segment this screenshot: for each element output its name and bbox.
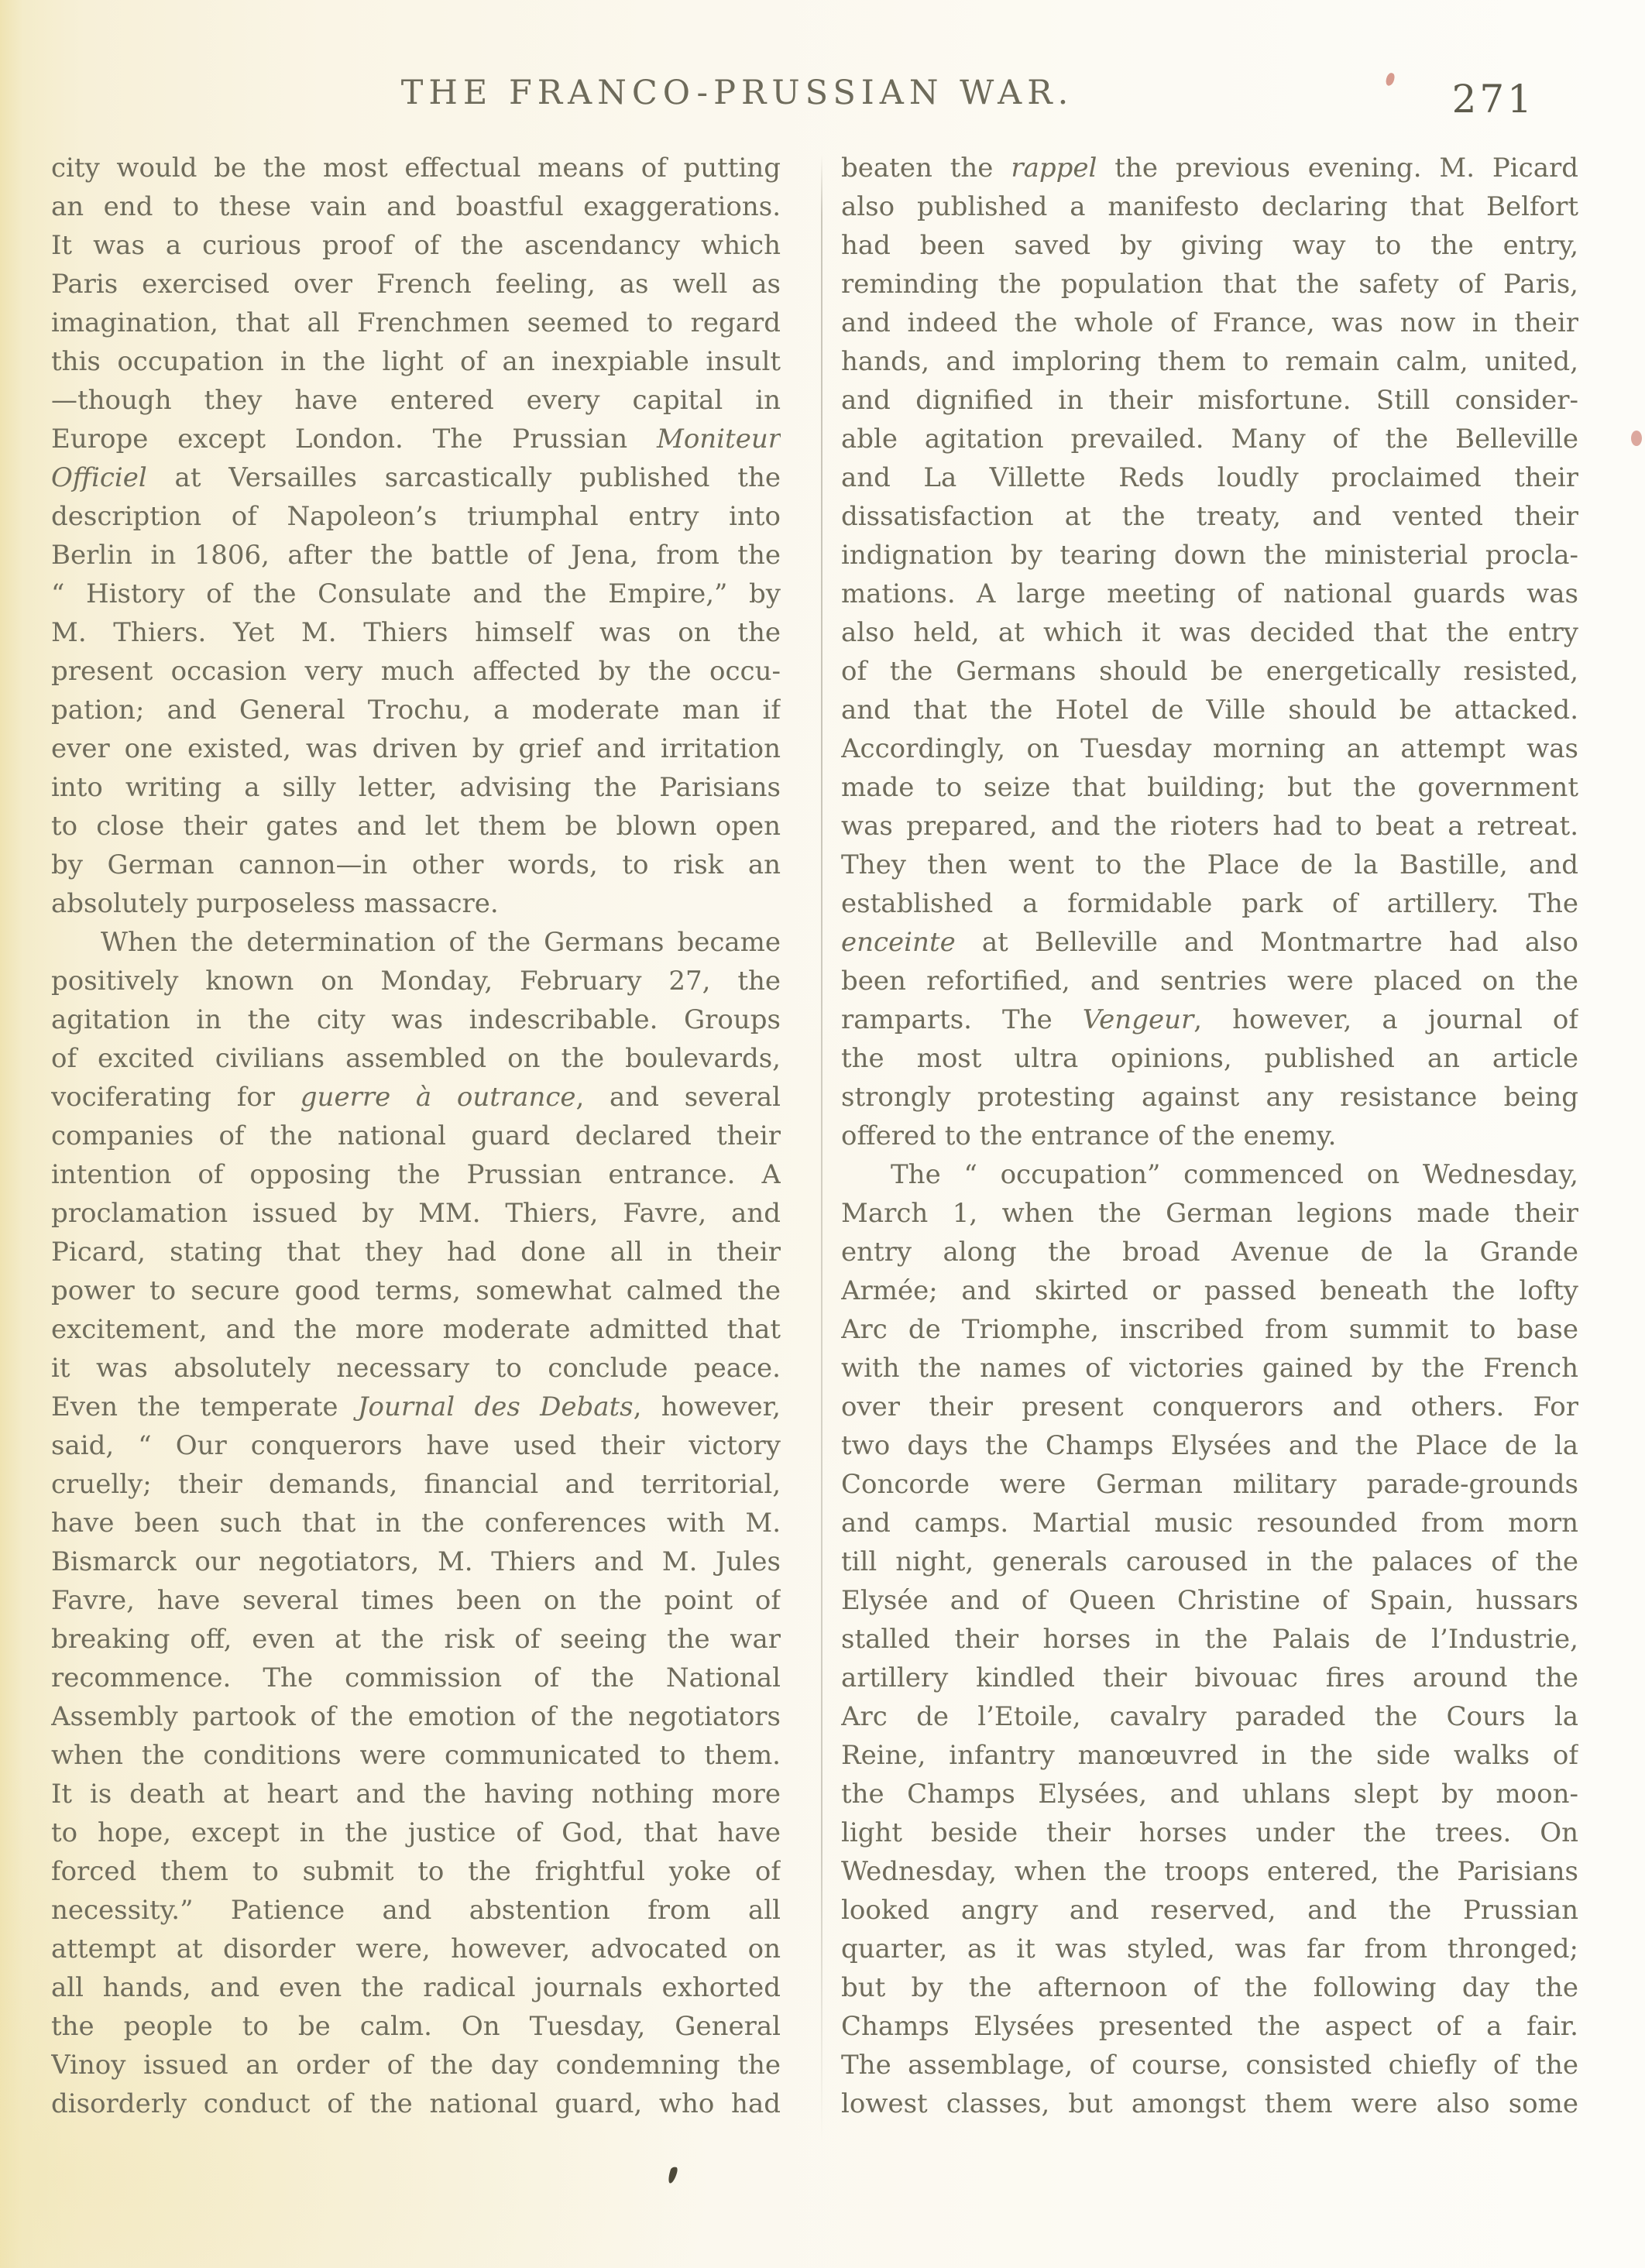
text-line: When the determination of the Germans became	[101, 927, 781, 958]
text-line: dissatisfaction at the treaty, and vented their	[841, 501, 1578, 532]
text-line: Arc de l’Etoile, cavalry paraded the Cours la	[841, 1701, 1578, 1732]
text-line: vociferating for guerre à outrance, and several	[51, 1082, 781, 1113]
text-line: agitation in the city was indescribable. Groups	[51, 1004, 781, 1035]
text-line: enceinte at Belleville and Montmartre had also	[841, 927, 1578, 958]
text-line: excitement, and the more moderate admitted that	[51, 1314, 781, 1345]
text-line: established a formidable park of artillery. The	[841, 888, 1578, 919]
text-line: necessity.” Patience and abstention from all	[51, 1895, 781, 1926]
ink-mark-bottom	[667, 2166, 678, 2184]
page-number: 271	[1451, 77, 1535, 122]
text-line: strongly protesting against any resistance being	[841, 1082, 1578, 1113]
text-line: beaten the rappel the previous evening. M. Picard	[841, 153, 1578, 184]
text-line: light beside their horses under the trees. On	[841, 1817, 1578, 1848]
text-line: Berlin in 1806, after the battle of Jena, from the	[51, 540, 781, 571]
page-title: THE FRANCO-PRUSSIAN WAR.	[400, 74, 1074, 112]
text-line: looked angry and reserved, and the Prussian	[841, 1895, 1578, 1926]
text-line: ever one existed, was driven by grief and irritation	[51, 733, 781, 764]
text-line: city would be the most effectual means of putting	[51, 153, 781, 184]
text-line: when the conditions were communicated to them.	[51, 1740, 781, 1771]
text-line: M. Thiers. Yet M. Thiers himself was on the	[51, 617, 781, 648]
text-line: quarter, as it was styled, was far from thronged;	[841, 1933, 1578, 1964]
text-line: Champs Elysées presented the aspect of a fair.	[841, 2011, 1578, 2042]
text-line: the people to be calm. On Tuesday, General	[51, 2011, 781, 2042]
text-line: and indeed the whole of France, was now in their	[841, 307, 1578, 338]
text-line: Concorde were German military parade-grounds	[841, 1469, 1578, 1500]
text-line: and La Villette Reds loudly proclaimed their	[841, 462, 1578, 493]
text-line: Bismarck our negotiators, M. Thiers and M. Jules	[51, 1546, 781, 1577]
italic-text: rappel	[1011, 153, 1097, 184]
text-line: and dignified in their misfortune. Still consider-	[841, 385, 1578, 416]
italic-text: Journal des Debats	[357, 1391, 634, 1422]
text-line: by German cannon—in other words, to risk an	[51, 849, 781, 880]
text-line: into writing a silly letter, advising the Parisians	[51, 772, 781, 803]
text-line: Even the temperate Journal des Debats, however,	[51, 1391, 781, 1422]
text-line: reminding the population that the safety of Paris,	[841, 269, 1578, 300]
text-line: an end to these vain and boastful exaggerations.	[51, 191, 781, 222]
text-line: able agitation prevailed. Many of the Belleville	[841, 424, 1578, 455]
text-line: present occasion very much affected by the occu-	[51, 656, 781, 687]
right-column	[841, 149, 1578, 2123]
text-line: disorderly conduct of the national guard, who had	[51, 2088, 781, 2119]
text-line: to close their gates and let them be blown open	[51, 811, 781, 842]
text-line: Armée; and skirted or passed beneath the lofty	[841, 1275, 1578, 1306]
text-line: the Champs Elysées, and uhlans slept by moon-	[841, 1779, 1578, 1810]
text-line: and camps. Martial music resounded from morn	[841, 1508, 1578, 1539]
text-line: till night, generals caroused in the palaces of the	[841, 1546, 1578, 1577]
text-line: indignation by tearing down the ministerial procla-	[841, 540, 1578, 571]
text-line: two days the Champs Elysées and the Place de la	[841, 1430, 1578, 1461]
left-column	[51, 149, 781, 2123]
text-line: but by the afternoon of the following day the	[841, 1972, 1578, 2003]
text-line: Picard, stating that they had done all in their	[51, 1237, 781, 1268]
text-line: over their present conquerors and others. For	[841, 1391, 1578, 1422]
text-line: Paris exercised over French feeling, as well as	[51, 269, 781, 300]
text-line: description of Napoleon’s triumphal entry into	[51, 501, 781, 532]
text-line: It was a curious proof of the ascendancy which	[51, 230, 781, 261]
text-line: imagination, that all Frenchmen seemed to regard	[51, 307, 781, 338]
text-line: breaking off, even at the risk of seeing the war	[51, 1624, 781, 1655]
text-line: Assembly partook of the emotion of the negotiators	[51, 1701, 781, 1732]
text-line: had been saved by giving way to the entry,	[841, 230, 1578, 261]
text-line: said, “ Our conquerors have used their victory	[51, 1430, 781, 1461]
text-line: this occupation in the light of an inexpiable insult	[51, 346, 781, 377]
text-line: with the names of victories gained by the French	[841, 1353, 1578, 1384]
text-line: also held, at which it was decided that the entry	[841, 617, 1578, 648]
text-line: was prepared, and the rioters had to beat a retreat.	[841, 811, 1578, 842]
text-line: of the Germans should be energetically resisted,	[841, 656, 1578, 687]
text-line: power to secure good terms, somewhat calmed the	[51, 1275, 781, 1306]
text-line: —though they have entered every capital in	[51, 385, 781, 416]
text-line: been refortified, and sentries were placed on the	[841, 966, 1578, 997]
italic-text: enceinte	[841, 927, 956, 958]
text-line: They then went to the Place de la Bastille, and	[841, 849, 1578, 880]
text-line: Favre, have several times been on the point of	[51, 1585, 781, 1616]
text-line: have been such that in the conferences with M.	[51, 1508, 781, 1539]
text-line: Vinoy issued an order of the day condemning the	[51, 2050, 781, 2081]
text-line: and that the Hotel de Ville should be attacked.	[841, 695, 1578, 726]
text-line: mations. A large meeting of national guards was	[841, 578, 1578, 609]
text-line: attempt at disorder were, however, advocated on	[51, 1933, 781, 1964]
text-line: stalled their horses in the Palais de l’Industrie,	[841, 1624, 1578, 1655]
text-line: offered to the entrance of the enemy.	[841, 1120, 1337, 1151]
italic-text: Vengeur	[1082, 1004, 1194, 1035]
text-line: it was absolutely necessary to conclude peace.	[51, 1353, 781, 1384]
text-line: Reine, infantry manœuvred in the side walks of	[841, 1740, 1578, 1771]
text-line: artillery kindled their bivouac fires around the	[841, 1662, 1578, 1693]
text-line: forced them to submit to the frightful yoke of	[51, 1856, 781, 1887]
text-line: proclamation issued by MM. Thiers, Favre, and	[51, 1198, 781, 1229]
text-line: Wednesday, when the troops entered, the Parisians	[841, 1856, 1578, 1887]
text-line: cruelly; their demands, financial and territorial,	[51, 1469, 781, 1500]
text-line: companies of the national guard declared their	[51, 1120, 781, 1151]
text-line: It is death at heart and the having nothing more	[51, 1779, 781, 1810]
text-line: “ History of the Consulate and the Empire,” by	[51, 578, 781, 609]
red-speck-right	[1631, 431, 1642, 446]
text-line: Arc de Triomphe, inscribed from summit to base	[841, 1314, 1578, 1345]
italic-text: Moniteur	[657, 424, 781, 455]
text-line: the most ultra opinions, published an article	[841, 1043, 1578, 1074]
text-line: to hope, except in the justice of God, that have	[51, 1817, 781, 1848]
text-line: absolutely purposeless massacre.	[51, 888, 499, 919]
text-line: March 1, when the German legions made their	[841, 1198, 1578, 1229]
text-line: of excited civilians assembled on the boulevards,	[51, 1043, 781, 1074]
text-line: Accordingly, on Tuesday morning an attempt was	[841, 733, 1578, 764]
text-line: intention of opposing the Prussian entrance. A	[51, 1159, 781, 1190]
text-line: hands, and imploring them to remain calm, united,	[841, 346, 1578, 377]
italic-text: Officiel	[51, 462, 147, 493]
text-line: The “ occupation” commenced on Wednesday,	[891, 1159, 1578, 1190]
text-line: positively known on Monday, February 27, the	[51, 966, 781, 997]
text-line: all hands, and even the radical journals exhorted	[51, 1972, 781, 2003]
text-line: lowest classes, but amongst them were also some	[841, 2088, 1578, 2119]
text-line: Elysée and of Queen Christine of Spain, hussars	[841, 1585, 1578, 1616]
text-line: pation; and General Trochu, a moderate man if	[51, 695, 781, 726]
text-line: The assemblage, of course, consisted chiefly of the	[841, 2050, 1578, 2081]
text-line: made to seize that building; but the government	[841, 772, 1578, 803]
text-line: ramparts. The Vengeur, however, a journal of	[841, 1004, 1578, 1035]
text-line: Officiel at Versailles sarcastically published the	[51, 462, 781, 493]
text-line: also published a manifesto declaring that Belfort	[841, 191, 1578, 222]
text-line: recommence. The commission of the National	[51, 1662, 781, 1693]
text-line: entry along the broad Avenue de la Grande	[841, 1237, 1578, 1268]
text-line: Europe except London. The Prussian Moniteur	[51, 424, 781, 455]
column-divider	[821, 155, 822, 2142]
italic-text: guerre à outrance	[300, 1082, 576, 1113]
